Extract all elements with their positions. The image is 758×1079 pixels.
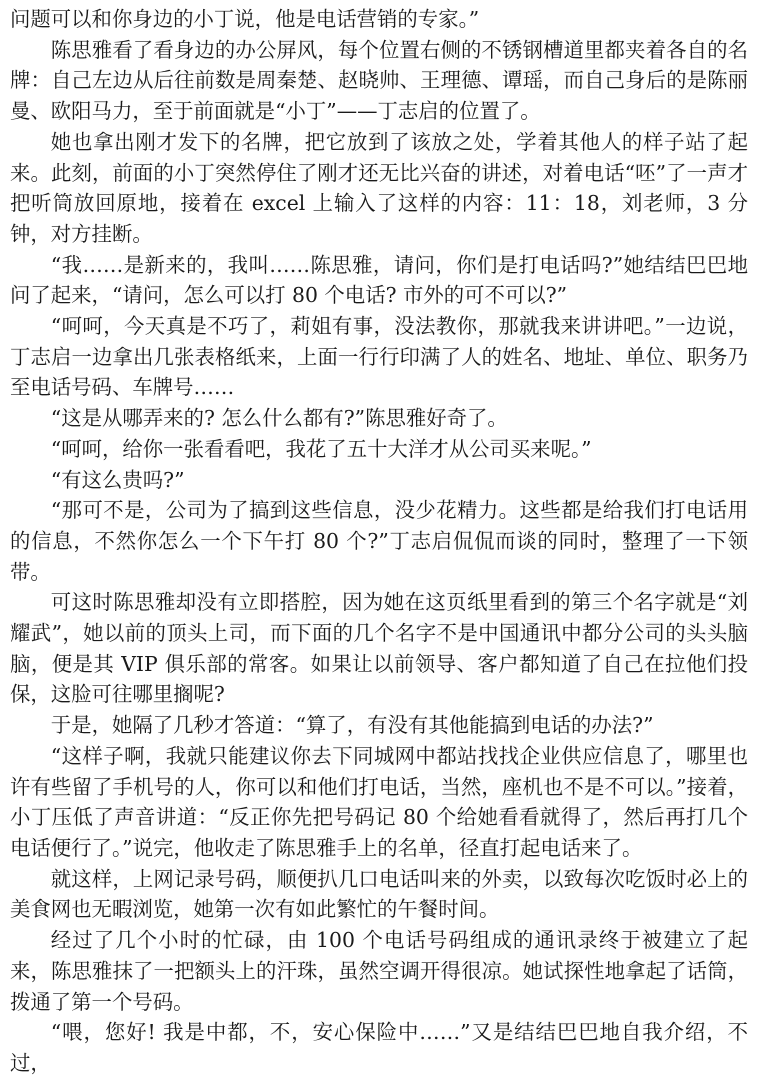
paragraph: “我……是新来的，我叫……陈思雅，请问，你们是打电话吗?”她结结巴巴地问了起来，“请问，怎么可以打 80 个电话? 市外的可不可以?”: [10, 252, 748, 308]
paragraph: 经过了几个小时的忙碌，由 100 个电话号码组成的通讯录终于被建立了起来，陈思雅抹了一把额头上的汗珠，虽然空调开得很凉。她试探性地拿起了话筒，拨通了第一个号码。: [10, 928, 748, 1014]
paragraph: 就这样，上网记录号码，顺便扒几口电话叫来的外卖，以致每次吃饭时必上的美食网也无暇浏览，她第一次有如此繁忙的午餐时间。: [10, 866, 748, 922]
paragraph: “有这么贵吗?”: [50, 467, 185, 492]
paragraph: 问题可以和你身边的小丁说，他是电话营销的专家。”: [10, 7, 480, 31]
paragraph: 她也拿出刚才发下的名牌，把它放到了该放之处，学着其他人的样子站了起来。此刻，前面的小丁突然停住了刚才还无比兴奋的讲述，对着电话“呸”了一声才把听筒放回原地，接着在 excel 上输入了这样的内容：11：18，刘老师，3 分钟，对方挂断。: [10, 129, 748, 246]
paragraph: 陈思雅看了看身边的办公屏风，每个位置右侧的不锈钢槽道里都夹着各自的名牌：自己左边从后往前数是周秦楚、赵晓帅、王理德、谭瑶，而自己身后的是陈丽曼、欧阳马力，至于前面就是“小丁”——丁志启的位置了。: [10, 37, 748, 124]
paragraph: 于是，她隔了几秒才答道：“算了，有没有其他能搞到电话的办法?”: [50, 713, 654, 738]
paragraph: 可这时陈思雅却没有立即搭腔，因为她在这页纸里看到的第三个名字就是“刘耀武”，她以前的顶头上司，而下面的几个名字不是中国通讯中都分公司的头头脑脑，便是其 VIP 俱乐部的常客。如果让以前领导、客户都知道了自己在拉他们投保，这脸可往哪里搁呢?: [10, 590, 748, 707]
paragraph: “这是从哪弄来的? 怎么什么都有?”陈思雅好奇了。: [50, 406, 508, 431]
paragraph: “这样子啊，我就只能建议你去下同城网中都站找找企业供应信息了，哪里也许有些留了手机号的人，你可以和他们打电话，当然，座机也不是不可以。”接着，小丁压低了声音讲道：“反正你先把号码记 80 个给她看看就得了，然后再打几个电话便行了。”说完，他收走了陈思雅手上的名单，径直打起电话来了。: [10, 743, 748, 860]
paragraph: “喂，您好! 我是中都，不，安心保险中……”又是结结巴巴地自我介绍，不过，: [10, 1020, 748, 1075]
paragraph: “呵呵，今天真是不巧了，莉姐有事，没法教你，那就我来讲讲吧。”一边说，丁志启一边拿出几张表格纸来，上面一行行印满了人的姓名、地址、单位、职务乃至电话号码、车牌号……: [10, 314, 748, 400]
paragraph: “那可不是，公司为了搞到这些信息，没少花精力。这些都是给我们打电话用的信息，不然你怎么一个下午打 80 个?”丁志启侃侃而谈的同时，整理了一下领带。: [10, 498, 748, 584]
paragraph: “呵呵，给你一张看看吧，我花了五十大洋才从公司买来呢。”: [50, 436, 592, 461]
